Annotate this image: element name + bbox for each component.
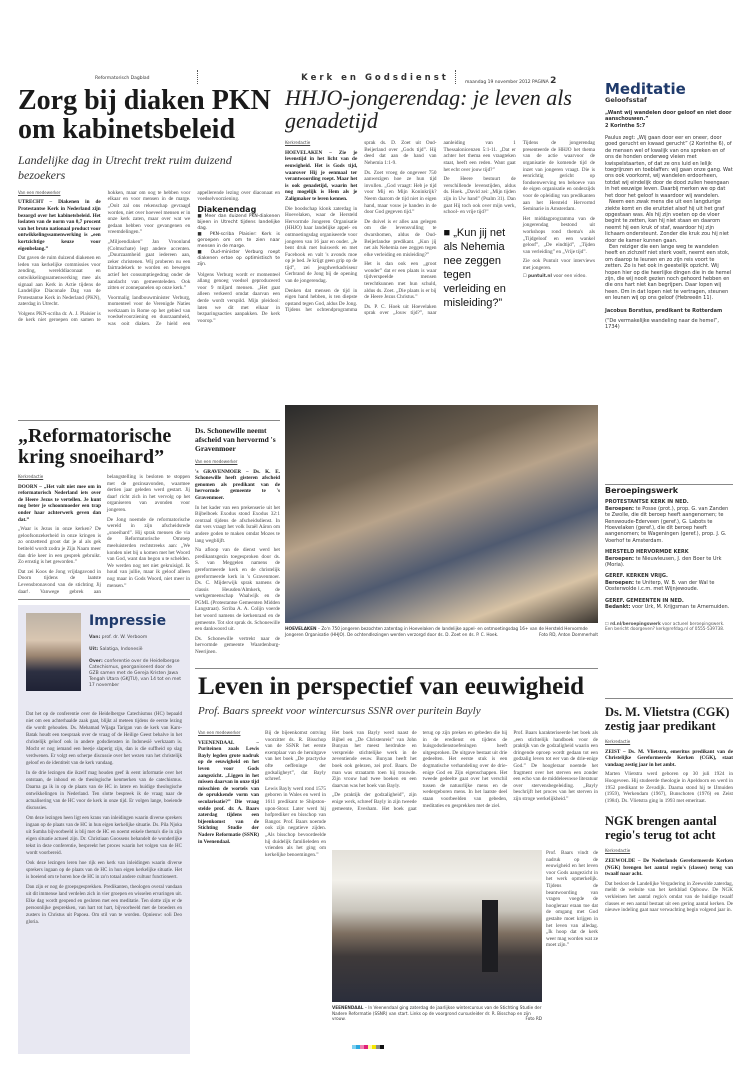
- paragraph: Het boek van Bayly werd naast de Bijbel en „De Christenreis” van John Bunyan het meest herdrukte en verspreide stichtelijke werk in de zeventiende eeuw. Bunyan heeft het boek ook gelezen, zei prof. Baars. De man was straatarm toen hij trouwde. Zijn vrouw had twee boeken en een daarvan was het boek van Bayly.: [332, 730, 417, 789]
- byline: Van een medewerker: [18, 189, 61, 195]
- paragraph: Dat gaven de ruim duizend diakenen en leden van kerkelijke commissies voor zending, werelddiaconaat en ontwikkelingssamenwerking mee als signaal aan Kerk in Actie tijdens de Landelijke Diaconale Dag van de Protestantse Kerk in Nederland (PKN), zaterdag in Utrecht.: [18, 255, 101, 308]
- page-number: 2: [550, 76, 557, 86]
- article-schonewille: [195, 426, 280, 659]
- box-item: ■ Oud-minister Verburg roept diakenen ertoe op optimistisch te zijn.: [197, 249, 280, 267]
- paragraph: Na afloop van de dienst werd het predikantsgezin toegesproken door ds. S. van Meggelen namens de gereformeerde kerk en de christelijk gereformeerde kerk in 's Gravenmoer. Ds. C. Mijderwijk sprak namens de classis Heusden/Almkerk, de werkgemeenschap Waalwijk en de PGML (Protestantse Gemeenten Midden Langstraat). Scriba A. A. Colijn voerde het woord namens de kerkenraad en de gemeente. Tot slot sprak ds. Schonewille een dankwoord uit.: [195, 547, 280, 633]
- divider: [18, 599, 190, 600]
- date: maandag 19 november 2012 PAGINA: [465, 80, 549, 85]
- paragraph: Neem een zwak mens die uit een langdurige ziekte komt en die eruitziet alsof hij uit het graf opgestaan was. Als hij zijn voeten op de vloer begint te zetten, kan hij niet staan en daarom neemt hij een kruk of staf, waardoor hij zijn lichaam ondersteunt. Zonder die kruk zou hij niet door de kamer kunnen gaan.: [605, 199, 729, 244]
- paragraph: Prof. Baars karakteriseerde het boek als „een stichtelijk handboek voor de praktijk van de godzaligheid waarin een dringende oproep wordt gedaan tot een godzalig leven tot eer van de drie-enige God.” De hoogleraar noemde het fragment over het sterven een zonder een echo van de middeleeuwse literatuur over stervensbegeleiding. „Bayly beschrijft het proces van het sterven in zijn stroge werkelijkheid.”: [513, 730, 598, 802]
- meditatie-subtitle: Geloofsstaf: [605, 96, 647, 105]
- byline: Kerkredactie: [18, 474, 44, 479]
- paragraph: Het is dan ook een „groot wonder” dat er een plaats is waar tijdverspeelde mensen terechtkunnen met hun schuld, aldus ds. Zoet. „Die plaats is er bij de Heere Jezus Christus.”: [364, 261, 437, 301]
- bible-verse: „Want wij wandelen door geloof en niet door aanschouwen.”: [605, 109, 732, 123]
- lead: UTRECHT – Diakenen in de Protestantse Kerk in Nederland zijn bezorgd over het kabinetsbeleid. Het loslaten van de norm van 0,7 procent van het bruto nationaal product voor ontwikkelingssamenwerking is „een kortzichtige keuze voor eigenbelang.”: [18, 199, 101, 252]
- paragraph: Tijdens de jongerendag presenteerde de HHJO het thema van de actie waarvoor de organisatie de komende tijd de inzet van jongeren vraagt. Die is eenrichtig gericht op fondsenwerving ten behoeve van de eigen organisatie en onderzijds voor de opleiding van predikanten aan het Hersteld Hervormd Seminarie in Amsterdam.: [522, 140, 595, 213]
- paragraph: Bij de bijeenkomst ontving voorzitter ds. R. Bisschop van de SSNR het eerste exemplaar van de heruitgave van het boek „De practycke ofte oeffeninge der godsaligheyt”, dat Bayly schreef.: [265, 730, 326, 783]
- impressie-title: Impressie: [89, 613, 167, 630]
- box-item: ■ PKN-scriba Plaisier: Kerk is geroepen om om te zien naar mensen in de marge.: [197, 231, 280, 249]
- headline: Zorg bij diaken PKN om kabinetsbeleid: [18, 85, 271, 146]
- paragraph: Voormalig landbouwminister Verburg, momenteel voor de Verenigde Naties werkzaam in Rome op het gebied van voedselvoorziening en duurzaamheid, was ooit diaken. Ze hield een appellerende lezing over diaconaat en voedselvoorziening.: [107, 189, 280, 328]
- article-kring: [18, 426, 190, 595]
- speaker-figure: [482, 900, 498, 972]
- section-title: Kerk en Godsdienst: [301, 73, 449, 83]
- paragraph: Prof. Baars vindt de nadruk op de eeuwigheid en het leven voor Gods aangezicht in het werk opmerkelijk. Tijdens de beantwoording van vragen voegde de hoogleraar eraan toe dat de omgang met God gestalte moet krijgen in het leven van alledag. „Ik hoop dat de kerk weer mag worden wat ze moet zijn.”: [546, 850, 598, 949]
- subheadline: Prof. Baars spreekt voor wintercursus SSNR over puritein Bayly: [198, 705, 481, 718]
- meditatie-title: Meditatie: [605, 80, 686, 98]
- newspaper-name: Reformatorisch Dagblad: [95, 76, 150, 81]
- box-title: Diakenendag: [197, 204, 257, 214]
- headline-ngk: NGK brengen aantal regio's terug tot acht: [605, 814, 717, 843]
- impressie-box: [18, 605, 190, 1054]
- author: Jacobus Borstius, predikant te Rotterdam: [605, 307, 723, 314]
- article-hhjo: [285, 86, 595, 317]
- paragraph: Dan zijn er nog de groepsgesprekken. Predikanten, theologen overal vandaan uit dit immense land verdelen zich in vier groepen en wisselen ervaringen uit. Elke dag wordt geopend en gesloten met een meditatie. Ten slotte zijn er de persoonlijke gesprekken, van hart tot hart, bijvoorbeeld met de broeders en zusters in Christus uit Papoea. Om stil van te worden. Opnieuw: soli Deo gloria.: [26, 885, 182, 926]
- entry: HERSTELD HERVORMDE KERK Beroepen: te Nieuwleusen, J. den Boer te Urk (Moria).: [605, 549, 722, 569]
- paragraph: Ds. Schonewille vertrekt naar de hervormde gemeente Waardenburg-Neerijnen.: [195, 635, 280, 656]
- lead: HOEVELAKEN – Zie je levenstijd in het licht van de eeuwigheid. Het is Gods tijd, waarover Hij je eenmaal ter verantwoording roept. Maar het is ook genadetijd, waarin het nog mogelijk is Hem als je Zaligmaker te leren kennen.: [285, 149, 358, 202]
- paragraph: De duivel is er alles aan gelegen om die levensvulling te dwarsbomen, aldus de Oud-Beijerlandse predikant. „Kun jij net als Nehemia nee zeggen tegen elke verleiding en misleiding?”: [364, 218, 437, 258]
- divider: [197, 70, 198, 84]
- article-vlietstra: [605, 698, 733, 917]
- divider: [18, 420, 280, 421]
- paragraph: Ds. Zoet vroeg de ongeveer 750 aanwezigen hoe ze hun tijd invullen. „God vraagt: Heb je tijd voor Mij en Mijn Koninkrijk? Neem daarom de tijd niet in eigen hand, maar vouw je handen in de door God gegeven tijd.”: [364, 169, 437, 216]
- paragraph: In het kader van een prekenserie uit het Bijbelboek Exodus stond Exodus 32:1 centraal tijdens de afscheidsdienst. In dat vers vraagt het volk Israël Aäron om andere goden te maken omdat Mozes te lang wegblijft.: [195, 504, 280, 544]
- headline: Leven in perspectief van eeuwigheid: [198, 673, 585, 700]
- box-item: ■ Meer dan duizend PKN-diakenen bijeen in Utrecht tijdens landelijke dag.: [197, 213, 280, 231]
- lead: 's GRAVENMOER – Ds. K. E. Schonewille heeft gisteren afscheid genomen als predikant van de hervormde gemeente te 's Gravenmoer.: [195, 468, 280, 501]
- paragraph: „Miljoendiaken” Jan Vroonland (Colmschate) legt andere accenten. „Duurzaamheid gaat iedereen aan, zeker christenen. Wij proberen nu een fairtradekerk te worden en bewegen actief het consumptiegedrag onder de aandacht van gemeenteleden. Ook zitten er zonnepanelen op onze kerk.”: [107, 238, 191, 292]
- sidebar-beroepingswerk: [605, 488, 733, 632]
- paragraph: Dat besloot de Landelijke Vergadering in Zeewolde zaterdag, meldt de website van het kerkblad Opbouw. De NGK verkleinen het aantal regio's omdat van de huidige twaalf classes er een aantal bestaat uit een gering aantal kerken. De nieuwe indeling gaat naar verwachting begin volgend jaar in.: [605, 880, 733, 914]
- web-link[interactable]: ☐ rd.nl/beroepingswerk voor actueel beroepingswerk. Een bericht doorgeven? kerk@refdag.nl of 0555-539738.: [605, 620, 725, 631]
- paragraph: Denken dat mensen de tijd in eigen hand hebben, is ten diepste opstand tegen God, aldus De Jong. Tijdens het ochtendprogramma sprak ds. D. Zoet uit Oud-Beijerland over „Gods tijd”. Hij deed dat aan de hand van Nehemia 1:1-9.: [285, 140, 437, 314]
- lead: ZEIST – Ds. M. Vlietstra, emeritus predikant van de Christelijke Gereformeerde Kerken (CGK), staat vandaag zestig jaar in het ambt.: [605, 748, 733, 768]
- paragraph: Lewis Bayly werd rond 1575 geboren in Wales en werd in 1611 predikant te Shipston-upon-Stour. Later werd hij hofprediker en bisschop van Bangor. Prof. Baars noemde ook zijn negatieve zijden. „Als bisschop bevoordeelde hij duidelijk familieleden en vrienden als het ging om kerkelijke benoemingen.”: [265, 785, 326, 858]
- headline: Ds. M. Vlietstra (CGK) zestig jaar predikant: [605, 705, 730, 733]
- paragraph: Ook deze lezingen leren hoe rijk een kerk van inleidingen waarin diverse sprekers ingaan op de plaats van de HC in hun eigen kerkelijke situatie. Het is boeiend om te horen hoe de HC in zo'n totaal andere cultuur functioneert.: [26, 861, 182, 881]
- color-registration-bar: [352, 1045, 384, 1049]
- leven-body-top: [332, 730, 598, 812]
- paragraph: „Waar is Jezus in onze kerken? De geloofsonzekerheid in onze kringen is zo ontzettend groot dat je al als gek betiteld wordt zodra je Zijn Naam meer dan drie keer in een gesprek gebruikt. Zo ernstig is het geworden.”: [18, 526, 101, 566]
- divider: [605, 698, 733, 699]
- headline: „Reformatorische kring snoeihard”: [18, 425, 172, 468]
- left-column: [18, 426, 190, 1054]
- byline: Van een medewerker: [198, 730, 241, 735]
- entry: PROTESTANTSE KERK IN NED. Beroepen: te Posse (prot.), prop. G. van Zanden te Zwolle, die dit beroep heeft aangenomen; te Renswoude-Ederveen (geref.), G. Labots te Hoevelaken (geref.), die dit beroep heeft aangenomen; te Wageningen (geref.), prop. J. G. Voerhof te Amsterdam.: [605, 499, 729, 544]
- sidebar-meditatie: [605, 80, 733, 331]
- info-row: Uit: Salatiga, Indonesië: [89, 647, 143, 653]
- paragraph: Zie ook Puntuit voor interviews met jongeren.: [522, 258, 595, 271]
- photo-youth-gathering: [285, 405, 598, 623]
- byline: Kerkredactie: [605, 739, 631, 744]
- entry: GEREF. GEMEENTEN IN NED. Bedankt: voor Urk, M. Krijgsman te Arnemuiden.: [605, 597, 730, 611]
- divider: [195, 668, 598, 669]
- byline: Kerkredactie: [285, 140, 311, 146]
- paragraph: Marten Vlietstra werd geboren op 30 juli 1924 in Hoogeveen. Hij studeerde theologie in Apeldoorn en werd in 1952 predikant te Zevadijk. Daarna stond hij te IJmuiden (1959), Werkendam (1967), Bunschoten (1976) en Zeist (1984). Ds. Vlietstra ging in 1993 met emeritaat.: [605, 771, 733, 804]
- paragraph: Volgens Verburg wordt er momenteel allang genoeg voedsel geproduceerd voor 9 miljard mensen. „Het gaat alleen verkeerd omdat daarvan een derde wordt verspild. Mijn pleidooi: laten we dit met elkaar in bezparingsacties aanpakken. De kerk voorop.”: [197, 271, 280, 324]
- info-row: Over: conferentie over de Heidelbergse Catechismus, georganiseerd door de GZB samen met de Gereja Kristen Jawa Tengah Utara (GKJTU), van 14 tot en met 17 november: [89, 659, 182, 689]
- paragraph: Om deze lezingen heen ligt een krans van inleidingen waarin diverse sprekers ingaan op de plaats van de HC in hun eigen kerkelijke situatie. Ds. Pila Njoka uit Sumba bijvoorbeeld is blij met de HC en noemt enkele thema's die in zijn eigen situatie actueel zijn. Dr. Christiaan Goossens behandelt de wonderlijke tekst in deze conferentie, bespreekt het proces waarin het volgen van de HC wordt voorbereid.: [26, 816, 182, 857]
- divider: [605, 484, 733, 485]
- photo-lecture-hall: [332, 850, 542, 1002]
- photo-caption: VEENENDAAL – In Veenendaal ging zaterdag de jaarlijkse wintercursus van de Stichting Studie der Nadere Reformatie (SSNR) van start. Links op de voorgrond cursusleider dr. R. Bisschop en zijn vrouw. Foto RD: [332, 1005, 542, 1021]
- divider: [455, 70, 456, 84]
- subheadline: Landelijke dag in Utrecht trekt ruim duizend bezoekers: [18, 152, 232, 182]
- section-title: Beroepingswerk: [605, 486, 679, 495]
- paragraph: Ds. P. C. Hoek uit Hoevelaken sprak over „Jouw tijd?”, naar aanleiding van 1 Thessalonicenzen 5:1-11. „Dat er achter het thema een vraagteken staat, heeft een reden. Want gaat het echt over jouw tijd?”: [364, 140, 516, 317]
- leven-body-left: [198, 730, 326, 858]
- entry: GEREF. KERKEN VRIJG. Beroepen: te Uniterp, W. B. van der Wal te Oosterwolde i.c.m. met Wijnjewoude.: [605, 573, 715, 593]
- paragraph: Het middagprogramma van de jongerendag bestond uit workshops rond thema's als „Tijdgeloof en een wankel geloof”, „De eindtijd”, „Tijden van verleiding” en „Vrije tijd”.: [522, 215, 595, 255]
- paragraph: „De praktijk der godzaligheid”, zijn enige werk, schreef Bayly in zijn tweede gemeente, Evesham. Het boek gaat terug op zijn preken en gebeden die hij in de eredienst en tijdens de huisgodsdienstoefeningen heeft uitgesproken. De uitgave bestaat uit drie gedeelten. Het eerste stuk is een dogmatische verhandeling over de drie-enige God en Zijn eigenschappen. Het tweede gedeelte gaat over het verschil tussen de natuurlijke mens en de wedergeboren mens. In het laatste deel staan voorbeelden van gebeden, meditaties en gesprekken met de ziel.: [332, 730, 508, 812]
- info-box: [197, 204, 280, 268]
- paragraph: Paulus zegt: „Wij gaan door eer en oneer, door goed gerucht en kwaad gerucht” (2 Korinthe 6), of de mensen wel of kwalijk van ons spreken en of ons de honden onderweg vleien met kwispelstaarten, of dat ze ons luid en lelijk toegrijnzen en toeblaffen: wij gaan onze gang. Wat ons ook voorkomt, wij wandelen erdoorheen, totdat wij eindelijk door de dood zullen heengaan in het eeuwige leven. Daarbij merken we op dat het door het geloof is waardoor wij wandelen.: [605, 135, 733, 199]
- headline: Ds. Schonewille neemt afscheid van hervormd 's Gravenmoer: [195, 426, 276, 453]
- headline: HHJO-jongerendag: je leven als genadetijd: [285, 85, 572, 134]
- source: (“De vermakelijke wandeling naar de hemel”, 1734): [605, 318, 720, 331]
- lead: VEENENDAAL – Puriteinen zoals Lewis Bayly legden grote nadruk op de eeuwigheid en het leven voor Gods aangezicht. „Liggen in het missen daarvan in onze tijd misschien de wortels van de oprukkende vorm van secularisatie?” Die vraag stelde prof. dr. A. Baars zaterdag tijdens een bijeenkomst van de Stichting Studie der Nadere Reformatie (SSNR) in Veenendaal.: [198, 739, 259, 845]
- byline: Van een medewerker: [195, 459, 238, 464]
- paragraph: Een reiziger die een lange weg te wandelen heeft en zichzelf niet sterk voelt, neemt een stok, om daarop te leunen en zo zijn reis voort te zetten. Zo is het ook in geestelijk opzicht. Wij hopen hier op die heerlijke dingen die in de hemel zijn, die wij nooit gezien noch gehoord hebben en die ons hart niet kan begrijpen. Daar lopen wij heen. Om in dat lopen niet te vertragen, steunen en leunen wij op ons geloof (Hebreeën 11).: [605, 243, 732, 302]
- paragraph: Volgens PKN-scriba dr. A. J. Plaisier is de kerk niet geroepen om samen te hokken, maar om oog te hebben voor elkaar en voor mensen in de marge. „Ooit zal ons rekenschap gevraagd worden, niet over hoeveel mensen er in onze kerk zaten, maar over wat we gedaan hebben voor gevangenen en vreemdelingen.”: [18, 189, 191, 324]
- portrait-photo: [26, 613, 81, 691]
- article-diaken: [18, 86, 280, 328]
- paragraph: Die boodschap klonk zaterdag in Hoevelaken, waar de Hersteld Hervormde Jongeren Organisatie (HHJO) haar landelijke appel- en ontmoetingsdag organiseerde voor jongeren van 16 jaar en ouder. „Je bent druk met huiswerk en met Facebook en valt 's avonds moe op je bed. Je krijgt geen grip op de tijd”, zei jeugdwerkadviseur Gerbrand de Jong bij de opening van de jongerendag.: [285, 205, 358, 285]
- paragraph: Dat zei Koos de Jong vrijdagavond in Doorn tijdens de laatste Levensbronavond van de stichting Jij daar!. Vanwege gebrek aan belangstelling is besloten te stoppen met de gezinsavonden, waarmee dertien jaar geleden werd gestart. Jij daar! richt zich in het vervolg op het organiseren van avonden voor jongeren.: [18, 474, 190, 595]
- paragraph: Dat het op de conferentie over de Heidelbergse Catechismus (HC) bepaald niet om een achterhaalde zaak gaat, blijkt al meteen tijdens de eerste lezing die wordt gehouden. Ds. Mehamad Wijaga Tarigan van de kerk van Karo-Batak houdt een toespraak over de vraag of de Heilige Geest behalve in het christelijk geloof ook in andere godsdiensten in Indonesië werkzaam is. Mocht er nog iemand een beetje slaperig zijn, dan is die suffheid op slag verdwenen. Er volgt een scherpe discussie over het wezen van het christelijk geloof en de identiteit van de kerk vandaag.: [26, 712, 182, 767]
- web-link[interactable]: ☐ puntuit.nl voor een video.: [522, 274, 587, 280]
- byline: Kerkredactie: [605, 848, 631, 854]
- paragraph: De Jong noemde de reformatorische wereld in zijn afscheidsrede „snoeihard”. Hij sprak mensen die via de Reformatorische Omroep meeluisterden rechtstreeks aan: „We konden niet bij u komen met het Woord van God, want dan begon u te schelden. We werden nog net niet gekruisigd. Ik houd van jullie, maar ik geloof alleen nog maar in Gods Woord, niet meer in mensen.”: [107, 516, 190, 589]
- paragraph: In de drie lezingen die ikzelf mag houden geef ik eerst informatie over het ontstaan, de inhoud en de theologische kenmerken van de catechismus. Daarna ga ik in op de plaats van de HC in latere en huidige theologische ontwikkelingen in Nederland. Ten slotte bespreek ik de vraag naar de actualisering van de HC voor de kerk in onze tijd. Er volgen lange, boeiende discussies.: [26, 771, 182, 812]
- paragraph: De Heere bestuurt de verschillende levenstijden, aldus ds. Hoek. „David zei: „Mijn tijden zijn in Uw hand” (Psalm 31). Dan gaat Hij toch ook over mijn werk, school- en vrije tijd?”: [443, 176, 516, 216]
- lead: DOORN – „Het valt niet mee om in reformatorisch Nederland iets over de Heere Jezus te vertellen. Je kunt nog beter je schoonmoeder een trap onder haar achterwerk geven dan dat.”: [18, 483, 101, 523]
- lead: ZEEWOLDE – De Nederlands Gereformeerde Kerken (NGK) brengen het aantal regio's (classes) terug van twaalf naar acht.: [605, 857, 733, 878]
- photo-caption: HOEVELAKEN – Zo'n 750 jongeren bezochten zaterdag in Hoevelaken de landelijke appel- en ontmoetingsdag 16+ van de Hersteld Hervormde Jongeren Organisatie (HHJO). De ochtendlezingen werden verzorgd door ds. D. Zoet en ds. P. C. Hoek. Foto RD, Anton Dommerholt: [285, 626, 598, 637]
- article-leven: [198, 674, 598, 717]
- info-row: Van: prof. dr. W. Verboom: [89, 635, 148, 641]
- photo-credit: Foto RD: [525, 1016, 542, 1021]
- leven-body-right: [546, 850, 598, 952]
- bible-reference: 2 Korinthe 5:7: [605, 122, 646, 129]
- photo-credit: Foto RD, Anton Dommerholt: [538, 631, 598, 637]
- pull-quote: ■ „Kun jij net als Nehemia nee zeggen tegen verleiding en misleiding?”: [443, 226, 506, 309]
